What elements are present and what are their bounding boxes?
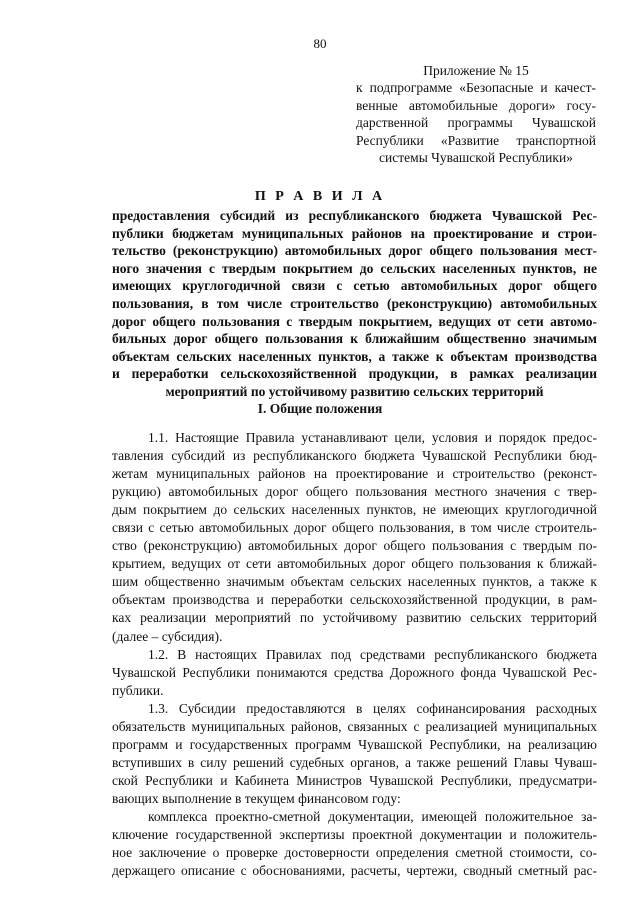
paragraph-line: обязательств муниципальных районов, связанных с реализацией муниципальных <box>112 718 597 734</box>
paragraph-line: ках реализации мероприятий по устойчивому развитию сельских территорий <box>112 610 597 626</box>
paragraph-line: ской Республики и Кабинета Министров Чувашской Республики, предусматри- <box>112 772 597 788</box>
paragraph-line: связи с сетью автомобильных дорог общего пользования, в том числе строитель- <box>112 520 597 536</box>
paragraph-line: ключение государственной экспертизы проектной документации и положитель- <box>112 827 597 843</box>
subtitle-line: тельство (реконструкцию) автомобильных дорог общего пользования мест- <box>112 243 597 259</box>
appendix-line: системы Чувашской Республики» <box>379 150 573 166</box>
page-number: 80 <box>313 36 327 51</box>
paragraph-line: шим общественно значимым объектам сельских населенных пунктов, а также к <box>112 574 597 590</box>
paragraph-line: тавления субсидий из республиканского бюджета Чувашской Республики бюд- <box>112 448 597 464</box>
appendix-block <box>356 62 596 166</box>
paragraph-line: объектам производства и переработки сельскохозяйственной продукции, в рам- <box>112 592 597 608</box>
body-text <box>112 429 597 880</box>
paragraph-line: Чувашской Республики понимаются средства Дорожного фонда Чувашской Рес- <box>112 664 597 680</box>
section-heading: I. Общие положения <box>257 401 383 416</box>
subtitle-line: бильных дорог общего пользования к ближайшим общественно значимым <box>112 331 597 347</box>
subtitle-line: имеющих круглогодичной связи с сетью автомобильных дорог общего <box>112 278 597 294</box>
paragraph-line: ное заключение о проверке достоверности определения сметной стоимости, со- <box>112 845 597 861</box>
paragraph-line: жетам муниципальных районов на проектирование и строительство (реконст- <box>112 466 597 482</box>
paragraph-line: (далее – субсидия). <box>112 628 223 644</box>
subtitle-line: предоставления субсидий из республиканского бюджета Чувашской Рес- <box>112 208 597 223</box>
paragraph-line: держащего описание с обоснованиями, расчеты, чертежи, сводный сметный рас- <box>112 863 597 879</box>
subtitle-line: и переработки сельскохозяйственной продукции, в рамках реализации <box>112 366 597 382</box>
subtitle-line: мероприятий по устойчивому развитию сельских территорий <box>165 383 544 399</box>
subtitle-line: пользования, в том числе строительство (реконструкцию) автомобильных <box>112 295 597 311</box>
subtitle-line: дорог общего пользования с твердым покрытием, ведущих от сети автомо- <box>112 313 597 329</box>
paragraph-line: рукцию) автомобильных дорог общего пользования местного значения с твер- <box>112 484 597 500</box>
appendix-line: дарственной программы Чувашской <box>356 115 596 131</box>
subtitle-line: публики бюджетам муниципальных районов на проектирование и строи- <box>112 225 597 241</box>
document-title: П Р А В И Л А <box>254 189 386 204</box>
paragraph-line: ство (реконструкцию) автомобильных дорог общего пользования с твердым по- <box>112 538 597 554</box>
appendix-line: венные автомобильные дороги» госу- <box>356 97 596 113</box>
appendix-line: к подпрограмме «Безопасные и качест- <box>356 80 596 96</box>
paragraph-line: дым покрытием до сельских населенных пунктов, не имеющих круглогодичной <box>112 502 597 518</box>
paragraph-line: 1.1. Настоящие Правила устанавливают цели, условия и порядок предос- <box>148 430 597 445</box>
paragraph-line: крытием, ведущих от сети автомобильных дорог общего пользования к ближай- <box>112 556 597 572</box>
paragraph-line: публики. <box>112 682 164 698</box>
appendix-line: Республики «Развитие транспортной <box>356 132 596 148</box>
document-subtitle <box>112 207 597 401</box>
paragraph-line: 1.3. Субсидии предоставляются в целях софинансирования расходных <box>148 700 597 716</box>
paragraph-line: комплекса проектно-сметной документации, имеющей положительное за- <box>148 808 597 824</box>
paragraph-line: 1.2. В настоящих Правилах под средствами республиканского бюджета <box>148 646 597 662</box>
subtitle-line: ного значения с твердым покрытием до сельских населенных пунктов, не <box>112 260 597 276</box>
subtitle-line: объектам сельских населенных пунктов, а также к объектам производства <box>112 348 597 364</box>
paragraph-line: вступивших в силу решений судебных органов, а также решений Главы Чуваш- <box>112 754 597 770</box>
paragraph-line: вающих выполнение в текущем финансовом году: <box>112 790 401 806</box>
paragraph-line: программ и государственных программ Чувашской Республики, на реализацию <box>112 736 597 752</box>
appendix-title: Приложение № 15 <box>423 63 529 78</box>
